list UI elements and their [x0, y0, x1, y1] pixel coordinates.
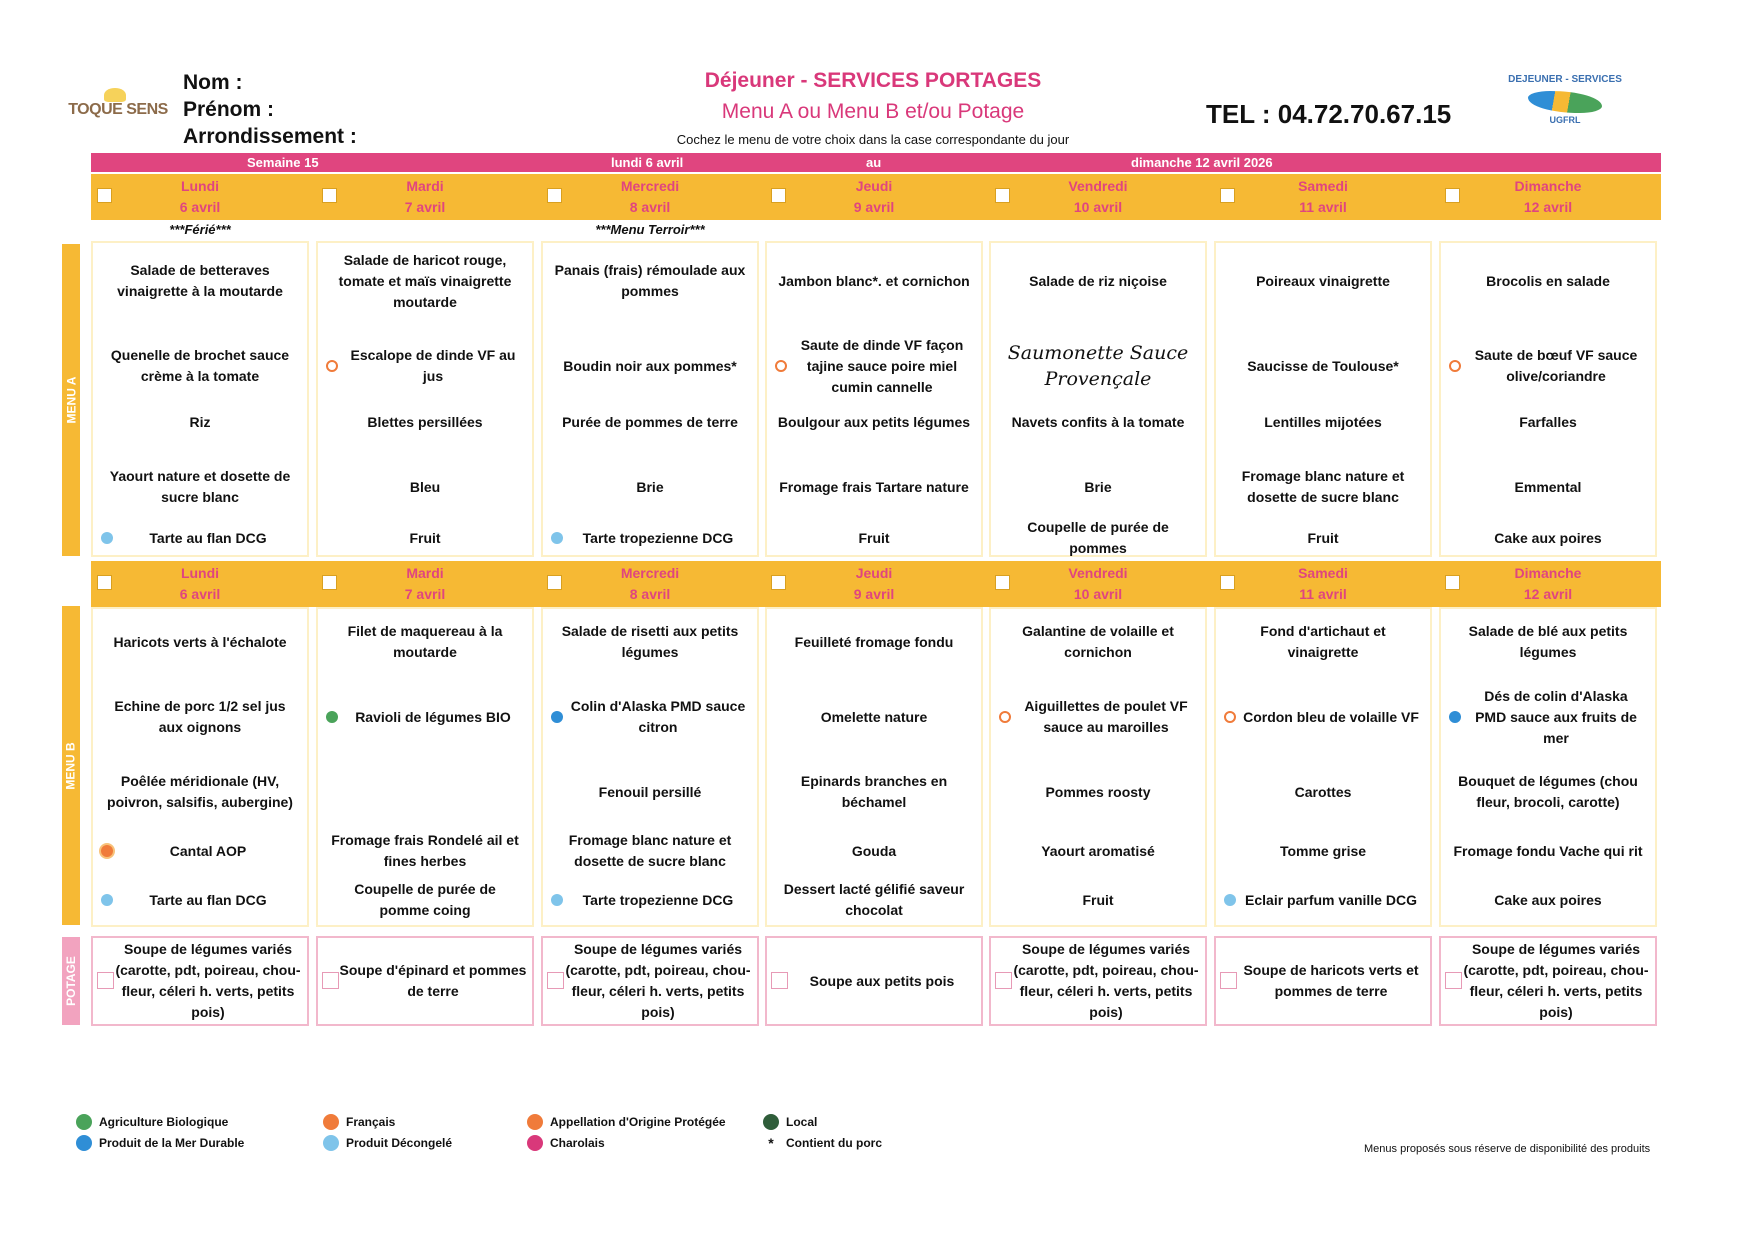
legend-label: Produit Décongelé: [346, 1136, 453, 1150]
menu-b-dish: [318, 692, 532, 742]
logo-left: [66, 88, 170, 128]
dish-label: Brie: [636, 478, 664, 495]
legend-label: Produit de la Mer Durable: [99, 1136, 245, 1150]
dish-label: Poêlée méridionale (HV, poivron, salsifis, aubergine): [107, 773, 293, 810]
dish-label: Farfalles: [1519, 413, 1577, 430]
week-end: dimanche 12 avril 2026: [1131, 155, 1273, 170]
menu-b-dish: [318, 877, 532, 923]
menu-a-dish: [767, 332, 981, 400]
legend-item: [527, 1133, 605, 1153]
potage-cell-mercredi: [541, 936, 759, 1026]
bio-icon: [326, 711, 338, 723]
menu-b-dish: [318, 828, 532, 874]
dish-label: Jambon blanc*. et cornichon: [778, 272, 970, 289]
potage-label: Soupe aux petits pois: [809, 972, 955, 989]
menu-a-checkbox[interactable]: [995, 188, 1010, 203]
menu-a-dish: [1441, 249, 1655, 313]
mer-durable-icon: [76, 1135, 92, 1151]
day-name: Jeudi: [855, 565, 893, 581]
dish-label: Emmental: [1514, 478, 1582, 495]
day-header-lundi: [91, 561, 309, 607]
menu-a-column-dimanche: [1439, 241, 1657, 557]
menu-b-dish: [93, 877, 307, 923]
dish-label: Fromage fondu Vache qui rit: [1453, 842, 1643, 859]
menu-a-dish: [1441, 407, 1655, 437]
menu-a-column-samedi: [1214, 241, 1432, 557]
day-name: Samedi: [1298, 178, 1348, 194]
dish-label: Fenouil persillé: [598, 783, 702, 800]
dish-label: Salade de blé aux petits légumes: [1468, 623, 1628, 660]
menu-a-checkbox[interactable]: [547, 188, 562, 203]
menu-a-checkbox[interactable]: [771, 188, 786, 203]
menu-a-checkbox[interactable]: [322, 188, 337, 203]
menu-b-column-dimanche: [1439, 607, 1657, 927]
menu-b-dish: [1216, 877, 1430, 923]
decongele-icon: [1224, 894, 1236, 906]
menu-a-dish: [543, 332, 757, 400]
menu-a-dish: [1216, 249, 1430, 313]
logo-swoosh-icon: [1528, 91, 1602, 113]
francais-icon: [1449, 360, 1461, 372]
menu-a-dish: [1216, 332, 1430, 400]
menu-a-dish: [543, 462, 757, 512]
dish-label: Aiguillettes de poulet VF sauce au maroilles: [1024, 698, 1188, 735]
menu-b-side-label: MENU B: [62, 606, 80, 925]
potage-cell-vendredi: [989, 936, 1207, 1026]
menu-a-column-lundi: [91, 241, 309, 557]
menu-a-dish: [1216, 524, 1430, 552]
dish-label: Epinards branches en béchamel: [800, 773, 948, 810]
dish-label: Brocolis en salade: [1486, 272, 1610, 289]
decongele-icon: [323, 1135, 339, 1151]
menu-b-dish: [1441, 616, 1655, 668]
dish-label: Cordon bleu de volaille VF: [1243, 708, 1419, 725]
menu-b-dish: [1441, 877, 1655, 923]
menu-a-dish: [767, 249, 981, 313]
menu-b-dish: [93, 767, 307, 817]
menu-b-dish: [767, 616, 981, 668]
legend-item: [763, 1112, 817, 1132]
dish-label: Fromage blanc nature et dosette de sucre blanc: [568, 832, 732, 869]
menu-a-dish: [1441, 524, 1655, 552]
legend-label: Appellation d'Origine Protégée: [550, 1115, 726, 1129]
menu-a-dish: [767, 462, 981, 512]
day-header-lundi: [91, 174, 309, 220]
menu-b-dish: [93, 616, 307, 668]
day-date: 7 avril: [404, 199, 446, 215]
menu-a-dish: [318, 332, 532, 400]
menu-b-dish: [318, 616, 532, 668]
menu-b-checkbox[interactable]: [547, 575, 562, 590]
menu-a-dish: [767, 524, 981, 552]
menu-b-dish: [543, 692, 757, 742]
menu-b-dish: [767, 828, 981, 874]
day-note: ***Férié***: [169, 222, 231, 237]
menu-b-dish: [991, 616, 1205, 668]
legend-item: [76, 1112, 228, 1132]
francais-icon: [323, 1114, 339, 1130]
day-name: Lundi: [180, 178, 220, 194]
dish-label: Boudin noir aux pommes*: [563, 357, 737, 374]
menu-b-dish: [1216, 828, 1430, 874]
menu-a-checkbox[interactable]: [1445, 188, 1460, 203]
footer-note: Menus proposés sous réserve de disponibilité des produits: [1364, 1143, 1651, 1155]
menu-a-dish: [991, 519, 1205, 556]
day-header-jeudi: [765, 561, 983, 607]
day-name: Samedi: [1298, 565, 1348, 581]
dish-label: Purée de pommes de terre: [562, 413, 738, 430]
menu-b-checkbox[interactable]: [771, 575, 786, 590]
porc-star-icon: *: [768, 1135, 774, 1151]
nom-label: Nom :: [183, 71, 243, 94]
day-name: Dimanche: [1514, 178, 1582, 194]
day-date: 10 avril: [1073, 586, 1123, 602]
menu-b-dish: [991, 877, 1205, 923]
charolais-icon: [527, 1135, 543, 1151]
dish-label: Tarte au flan DCG: [149, 529, 267, 546]
week-bar: [91, 153, 1661, 172]
dish-label: Carottes: [1294, 783, 1352, 800]
dish-label: Salade de betteraves vinaigrette à la moutarde: [117, 262, 283, 299]
menu-b-dish: [543, 828, 757, 874]
menu-b-checkbox[interactable]: [995, 575, 1010, 590]
potage-side-label: POTAGE: [62, 937, 80, 1025]
dish-label: Escalope de dinde VF au jus: [350, 347, 516, 384]
bio-icon: [76, 1114, 92, 1130]
dish-label: Yaourt nature et dosette de sucre blanc: [109, 468, 291, 505]
decongele-icon: [551, 894, 563, 906]
day-header-mercredi: [541, 174, 759, 220]
dish-label: Yaourt aromatisé: [1041, 842, 1155, 859]
day-date: 12 avril: [1523, 199, 1573, 215]
dish-label: Dés de colin d'Alaska PMD sauce aux fruits de mer: [1475, 687, 1637, 746]
page-title: Déjeuner - SERVICES PORTAGES: [704, 69, 1042, 92]
day-header-dimanche: [1439, 174, 1657, 220]
logo-right: [1490, 74, 1640, 140]
day-header-row-menu-a: [91, 174, 1661, 220]
menu-b-dish: [543, 767, 757, 817]
dish-label: Dessert lacté gélifié saveur chocolat: [783, 881, 965, 918]
menu-b-dish: [543, 877, 757, 923]
menu-b-column-jeudi: [765, 607, 983, 927]
menu-b-dish: [1441, 828, 1655, 874]
dish-label: Tarte tropezienne DCG: [582, 891, 734, 908]
dish-label: Coupelle de purée de pommes: [1027, 519, 1169, 556]
dish-label: Pommes roosty: [1045, 783, 1151, 800]
day-name: Dimanche: [1514, 565, 1582, 581]
week-start: lundi 6 avril: [611, 155, 684, 170]
menu-a-column-mardi: [316, 241, 534, 557]
aop-icon: [101, 845, 113, 857]
dish-label: Tarte tropezienne DCG: [582, 529, 734, 546]
menu-a-dish: [1216, 462, 1430, 512]
menu-a-dish: [318, 407, 532, 437]
day-header-samedi: [1214, 174, 1432, 220]
dish-label: Omelette nature: [820, 708, 928, 725]
potage-cell-samedi: [1214, 936, 1432, 1026]
potage-label: Soupe de légumes variés (carotte, pdt, poireau, chou-fleur, céleri h. verts, petits pois): [1013, 941, 1199, 1020]
day-name: Lundi: [180, 565, 220, 581]
menu-a-dish: [543, 249, 757, 313]
dish-label: Filet de maquereau à la moutarde: [347, 623, 503, 660]
week-au: au: [866, 155, 882, 170]
menu-a-dish: [93, 524, 307, 552]
day-date: 8 avril: [629, 199, 671, 215]
arrondissement-label: Arrondissement :: [183, 125, 357, 148]
menu-b-column-mercredi: [541, 607, 759, 927]
menu-b-checkbox[interactable]: [322, 575, 337, 590]
dish-label: Fruit: [409, 529, 441, 546]
dish-label: Salade de haricot rouge, tomate et maïs vinaigrette moutarde: [338, 251, 512, 310]
dish-label: Boulgour aux petits légumes: [777, 413, 971, 430]
menu-b-dish: [767, 877, 981, 923]
day-date: 10 avril: [1073, 199, 1123, 215]
menu-a-column-vendredi: [989, 241, 1207, 557]
potage-label: Soupe de légumes variés (carotte, pdt, poireau, chou-fleur, céleri h. verts, petits pois): [565, 941, 751, 1020]
day-name: Mercredi: [620, 178, 680, 194]
dish-label: Bleu: [409, 478, 441, 495]
dish-label: Tarte au flan DCG: [149, 891, 267, 908]
menu-b-dish: [1441, 687, 1655, 746]
aop-icon: [527, 1114, 543, 1130]
day-date: 9 avril: [853, 586, 895, 602]
menu-b-dish: [991, 692, 1205, 742]
menu-a-checkbox[interactable]: [97, 188, 112, 203]
dish-label: Cake aux poires: [1494, 891, 1602, 908]
dish-label: Lentilles mijotées: [1264, 413, 1382, 430]
decongele-icon: [101, 532, 113, 544]
menu-b-dish: [1216, 767, 1430, 817]
dish-label: Feuilleté fromage fondu: [794, 633, 954, 650]
menu-a-side-label: MENU A: [62, 244, 80, 556]
dish-label: Poireaux vinaigrette: [1256, 272, 1390, 289]
dish-label: Gouda: [851, 842, 897, 859]
legend-label: Français: [346, 1115, 396, 1129]
page-subtitle: Menu A ou Menu B et/ou Potage: [721, 100, 1025, 123]
week-label: Semaine 15: [247, 155, 319, 170]
legend-label: Local: [786, 1115, 818, 1129]
menu-b-dish: [93, 828, 307, 874]
dish-label: Saute de bœuf VF sauce olive/coriandre: [1474, 347, 1638, 384]
menu-a-dish: [93, 332, 307, 400]
mer-durable-icon: [1449, 711, 1461, 723]
day-header-jeudi: [765, 174, 983, 220]
day-date: 12 avril: [1523, 586, 1573, 602]
menu-a-dish: [543, 407, 757, 437]
dish-label: Fruit: [1307, 529, 1339, 546]
francais-icon: [775, 360, 787, 372]
menu-b-dish: [991, 828, 1205, 874]
dish-label: Panais (frais) rémoulade aux pommes: [554, 262, 746, 299]
day-header-mercredi: [541, 561, 759, 607]
prenom-label: Prénom :: [183, 98, 275, 121]
phone-number: TEL : 04.72.70.67.15: [1206, 99, 1452, 129]
menu-a-dish: [1441, 332, 1655, 400]
menu-a-dish: [991, 332, 1205, 400]
menu-a-column-jeudi: [765, 241, 983, 557]
dish-label: Riz: [189, 413, 211, 430]
dish-label: Haricots verts à l'échalote: [113, 633, 287, 650]
dish-label: Navets confits à la tomate: [1011, 413, 1185, 430]
menu-b-column-lundi: [91, 607, 309, 927]
dish-label: Quenelle de brochet sauce crème à la tomate: [110, 347, 290, 384]
day-header-vendredi: [989, 561, 1207, 607]
chef-hat-icon: [104, 88, 126, 102]
legend-item: [76, 1133, 244, 1153]
mer-durable-icon: [551, 711, 563, 723]
dish-label: Fond d'artichaut et vinaigrette: [1260, 623, 1386, 660]
menu-a-dish: [318, 462, 532, 512]
menu-a-dish: [318, 524, 532, 552]
dish-label: Ravioli de légumes BIO: [355, 708, 511, 725]
potage-cell-dimanche: [1439, 936, 1657, 1026]
dish-label: Salade de risetti aux petits légumes: [561, 623, 739, 660]
dish-label: Saute de dinde VF façon tajine sauce poire miel cumin cannelle: [800, 336, 964, 395]
legend-item: [763, 1133, 882, 1153]
day-header-vendredi: [989, 174, 1207, 220]
menu-a-dish: [991, 462, 1205, 512]
menu-b-column-mardi: [316, 607, 534, 927]
day-note: ***Menu Terroir***: [595, 222, 705, 237]
dish-label: Fruit: [1082, 891, 1114, 908]
menu-a-dish: [1216, 407, 1430, 437]
menu-b-dish: [543, 616, 757, 668]
menu-b-dish: [1216, 616, 1430, 668]
legend-label: Contient du porc: [786, 1136, 882, 1150]
menu-a-dish: [93, 462, 307, 512]
menu-b-column-vendredi: [989, 607, 1207, 927]
day-date: 6 avril: [179, 586, 221, 602]
menu-a-dish: [991, 249, 1205, 313]
dish-label: Cantal AOP: [169, 842, 247, 859]
day-header-row-menu-b: [91, 561, 1661, 607]
day-header-mardi: [316, 174, 534, 220]
logo-right-top: DEJEUNER - SERVICES: [1508, 74, 1622, 85]
dish-label: Bouquet de légumes (chou fleur, brocoli, carotte): [1458, 773, 1638, 810]
menu-b-checkbox[interactable]: [1445, 575, 1460, 590]
logo-text: TOQUE SENS: [68, 101, 168, 118]
legend-label: Agriculture Biologique: [99, 1115, 229, 1129]
legend-item: [323, 1133, 452, 1153]
day-date: 8 avril: [629, 586, 671, 602]
day-header-samedi: [1214, 561, 1432, 607]
dish-label: Brie: [1084, 478, 1112, 495]
dish-label: Echine de porc 1/2 sel jus aux oignons: [114, 698, 286, 735]
logo-right-bottom: UGFRL: [1549, 115, 1581, 125]
day-date: 6 avril: [179, 199, 221, 215]
dish-label: Fromage blanc nature et dosette de sucre blanc: [1241, 468, 1405, 505]
menu-b-dish: [767, 767, 981, 817]
dish-label: Eclair parfum vanille DCG: [1245, 891, 1417, 908]
francais-icon: [326, 360, 338, 372]
dish-label: Tomme grise: [1279, 842, 1367, 859]
day-header-mardi: [316, 561, 534, 607]
menu-b-column-samedi: [1214, 607, 1432, 927]
legend-item: [323, 1112, 395, 1132]
menu-b-dish: [1441, 767, 1655, 817]
menu-a-dish: [991, 407, 1205, 437]
day-date: 11 avril: [1299, 586, 1347, 602]
legend-label: Charolais: [550, 1136, 605, 1150]
dish-label: Blettes persillées: [367, 413, 483, 430]
francais-icon: [999, 711, 1011, 723]
local-icon: [763, 1114, 779, 1130]
potage-label: Soupe de haricots verts et pommes de terre: [1243, 962, 1419, 999]
potage-label: Soupe d'épinard et pommes de terre: [339, 962, 527, 999]
day-name: Vendredi: [1068, 178, 1128, 194]
potage-label: Soupe de légumes variés (carotte, pdt, poireau, chou-fleur, céleri h. verts, petits pois): [1463, 941, 1649, 1020]
decongele-icon: [101, 894, 113, 906]
menu-b-dish: [767, 692, 981, 742]
menu-a-dish: [543, 524, 757, 552]
menu-a-dish: [318, 249, 532, 313]
menu-a-dish: [93, 407, 307, 437]
legend-item: [527, 1112, 726, 1132]
dish-label: Fromage frais Rondelé ail et fines herbes: [331, 832, 519, 869]
day-name: Mardi: [406, 178, 444, 194]
day-name: Jeudi: [855, 178, 893, 194]
menu-b-dish: [991, 767, 1205, 817]
dish-label: Cake aux poires: [1494, 529, 1602, 546]
menu-a-dish: [767, 407, 981, 437]
dish-label: Galantine de volaille et cornichon: [1022, 623, 1174, 660]
dish-label: Fromage frais Tartare nature: [779, 478, 969, 495]
menu-b-dish: [318, 767, 532, 817]
menu-a-dish: [1441, 462, 1655, 512]
potage-cell-mardi: [316, 936, 534, 1026]
day-header-dimanche: [1439, 561, 1657, 607]
dish-label: Fruit: [858, 529, 890, 546]
potage-cell-lundi: [91, 936, 309, 1026]
day-date: 11 avril: [1299, 199, 1347, 215]
dish-label: Coupelle de purée de pomme coing: [354, 881, 496, 918]
menu-a-checkbox[interactable]: [1220, 188, 1235, 203]
menu-b-checkbox[interactable]: [97, 575, 112, 590]
dish-label: Saumonette Sauce Provençale: [1007, 342, 1189, 390]
day-date: 7 avril: [404, 586, 446, 602]
potage-label: Soupe de légumes variés (carotte, pdt, poireau, chou-fleur, céleri h. verts, petits pois): [115, 941, 301, 1020]
day-name: Vendredi: [1068, 565, 1128, 581]
menu-a-column-mercredi: [541, 241, 759, 557]
instruction-text: Cochez le menu de votre choix dans la case correspondante du jour: [676, 132, 1070, 147]
day-name: Mercredi: [620, 565, 680, 581]
day-date: 9 avril: [853, 199, 895, 215]
menu-b-dish: [93, 692, 307, 742]
menu-b-checkbox[interactable]: [1220, 575, 1235, 590]
menu-b-dish: [1216, 692, 1430, 742]
dish-label: Salade de riz niçoise: [1029, 272, 1167, 289]
decongele-icon: [551, 532, 563, 544]
dish-label: Saucisse de Toulouse*: [1247, 357, 1399, 374]
day-name: Mardi: [406, 565, 444, 581]
francais-icon: [1224, 711, 1236, 723]
menu-a-dish: [93, 249, 307, 313]
dish-label: Colin d'Alaska PMD sauce citron: [570, 698, 746, 735]
potage-cell-jeudi: [765, 936, 983, 1026]
